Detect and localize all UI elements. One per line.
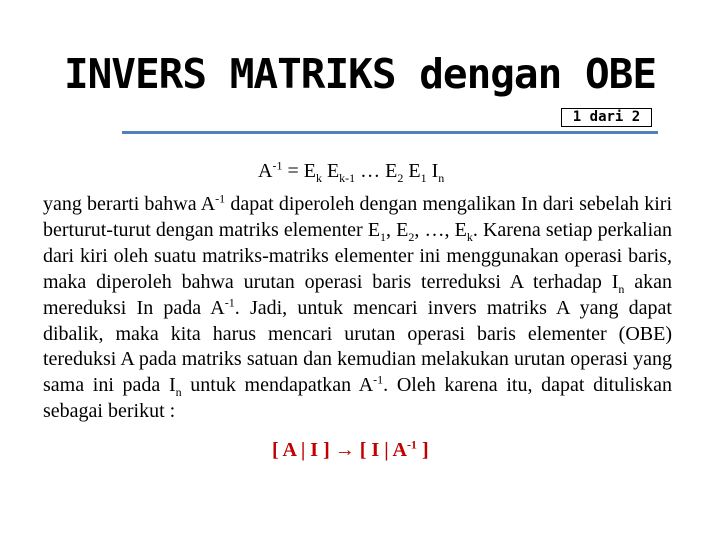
paragraph-sub: n (175, 385, 182, 400)
formula-sub: 2 (397, 171, 404, 185)
explanation-paragraph (43, 192, 672, 425)
paragraph-text: . Jadi, untuk mencari invers matriks A yang dapat dibalik, maka kita harus mencari urutan operasi baris elementer (OBE) tereduksi A pada matriks satuan dan kemudian melakukan urutan operasi yang sama ini pada I (43, 296, 672, 397)
formula-text: A (258, 160, 273, 182)
formula-sub: 1 (420, 171, 427, 185)
formula-text: = E (282, 160, 316, 182)
formula-sub: k (315, 171, 322, 185)
paragraph-text: , E (386, 218, 409, 241)
formula-text: E (321, 160, 340, 182)
gauss-jordan-formula (272, 436, 429, 464)
paragraph-sub: k (466, 229, 473, 244)
formula-sub: k-1 (339, 171, 356, 185)
paragraph-sub: n (618, 281, 625, 296)
paragraph-sup: -1 (215, 191, 226, 206)
paragraph-text: . Karena setiap perkalian dari kiri oleh suatu matriks-matriks elementer ini menggunakan operasi baris, maka diperoleh bahwa urutan operasi baris terreduksi A terhadap I (43, 218, 672, 293)
final-formula-text: ] (416, 439, 429, 461)
paragraph-text: yang berarti bahwa A (43, 193, 216, 215)
formula-text: … E (355, 160, 398, 182)
final-formula-text: [ A | I ] → [ I | A (272, 439, 407, 461)
paragraph-sub: 1 (380, 229, 387, 244)
paragraph-sub: 2 (408, 229, 415, 244)
inverse-formula (258, 158, 444, 184)
formula-sub: n (438, 171, 445, 185)
final-formula-sup: -1 (406, 437, 417, 452)
formula-sup: -1 (272, 158, 283, 173)
paragraph-text: , …, E (414, 218, 467, 241)
title-underline (122, 131, 658, 134)
formula-text: E (403, 160, 421, 182)
paragraph-text: . Oleh karena itu, dapat dituliskan sebagai berikut : (43, 374, 672, 423)
page-indicator: 1 dari 2 (561, 108, 652, 127)
paragraph-text: akan mereduksi In pada A (43, 270, 672, 319)
slide-title: INVERS MATRIKS dengan OBE (63, 50, 657, 98)
paragraph-text: untuk mendapatkan A (181, 374, 374, 397)
paragraph-sup: -1 (373, 372, 384, 387)
formula-text: I (426, 160, 439, 182)
paragraph-sup: -1 (224, 294, 235, 309)
paragraph-text: dapat diperoleh dengan mengalikan In dari sebelah kiri berturut-turut dengan matriks elementer E (43, 193, 673, 241)
